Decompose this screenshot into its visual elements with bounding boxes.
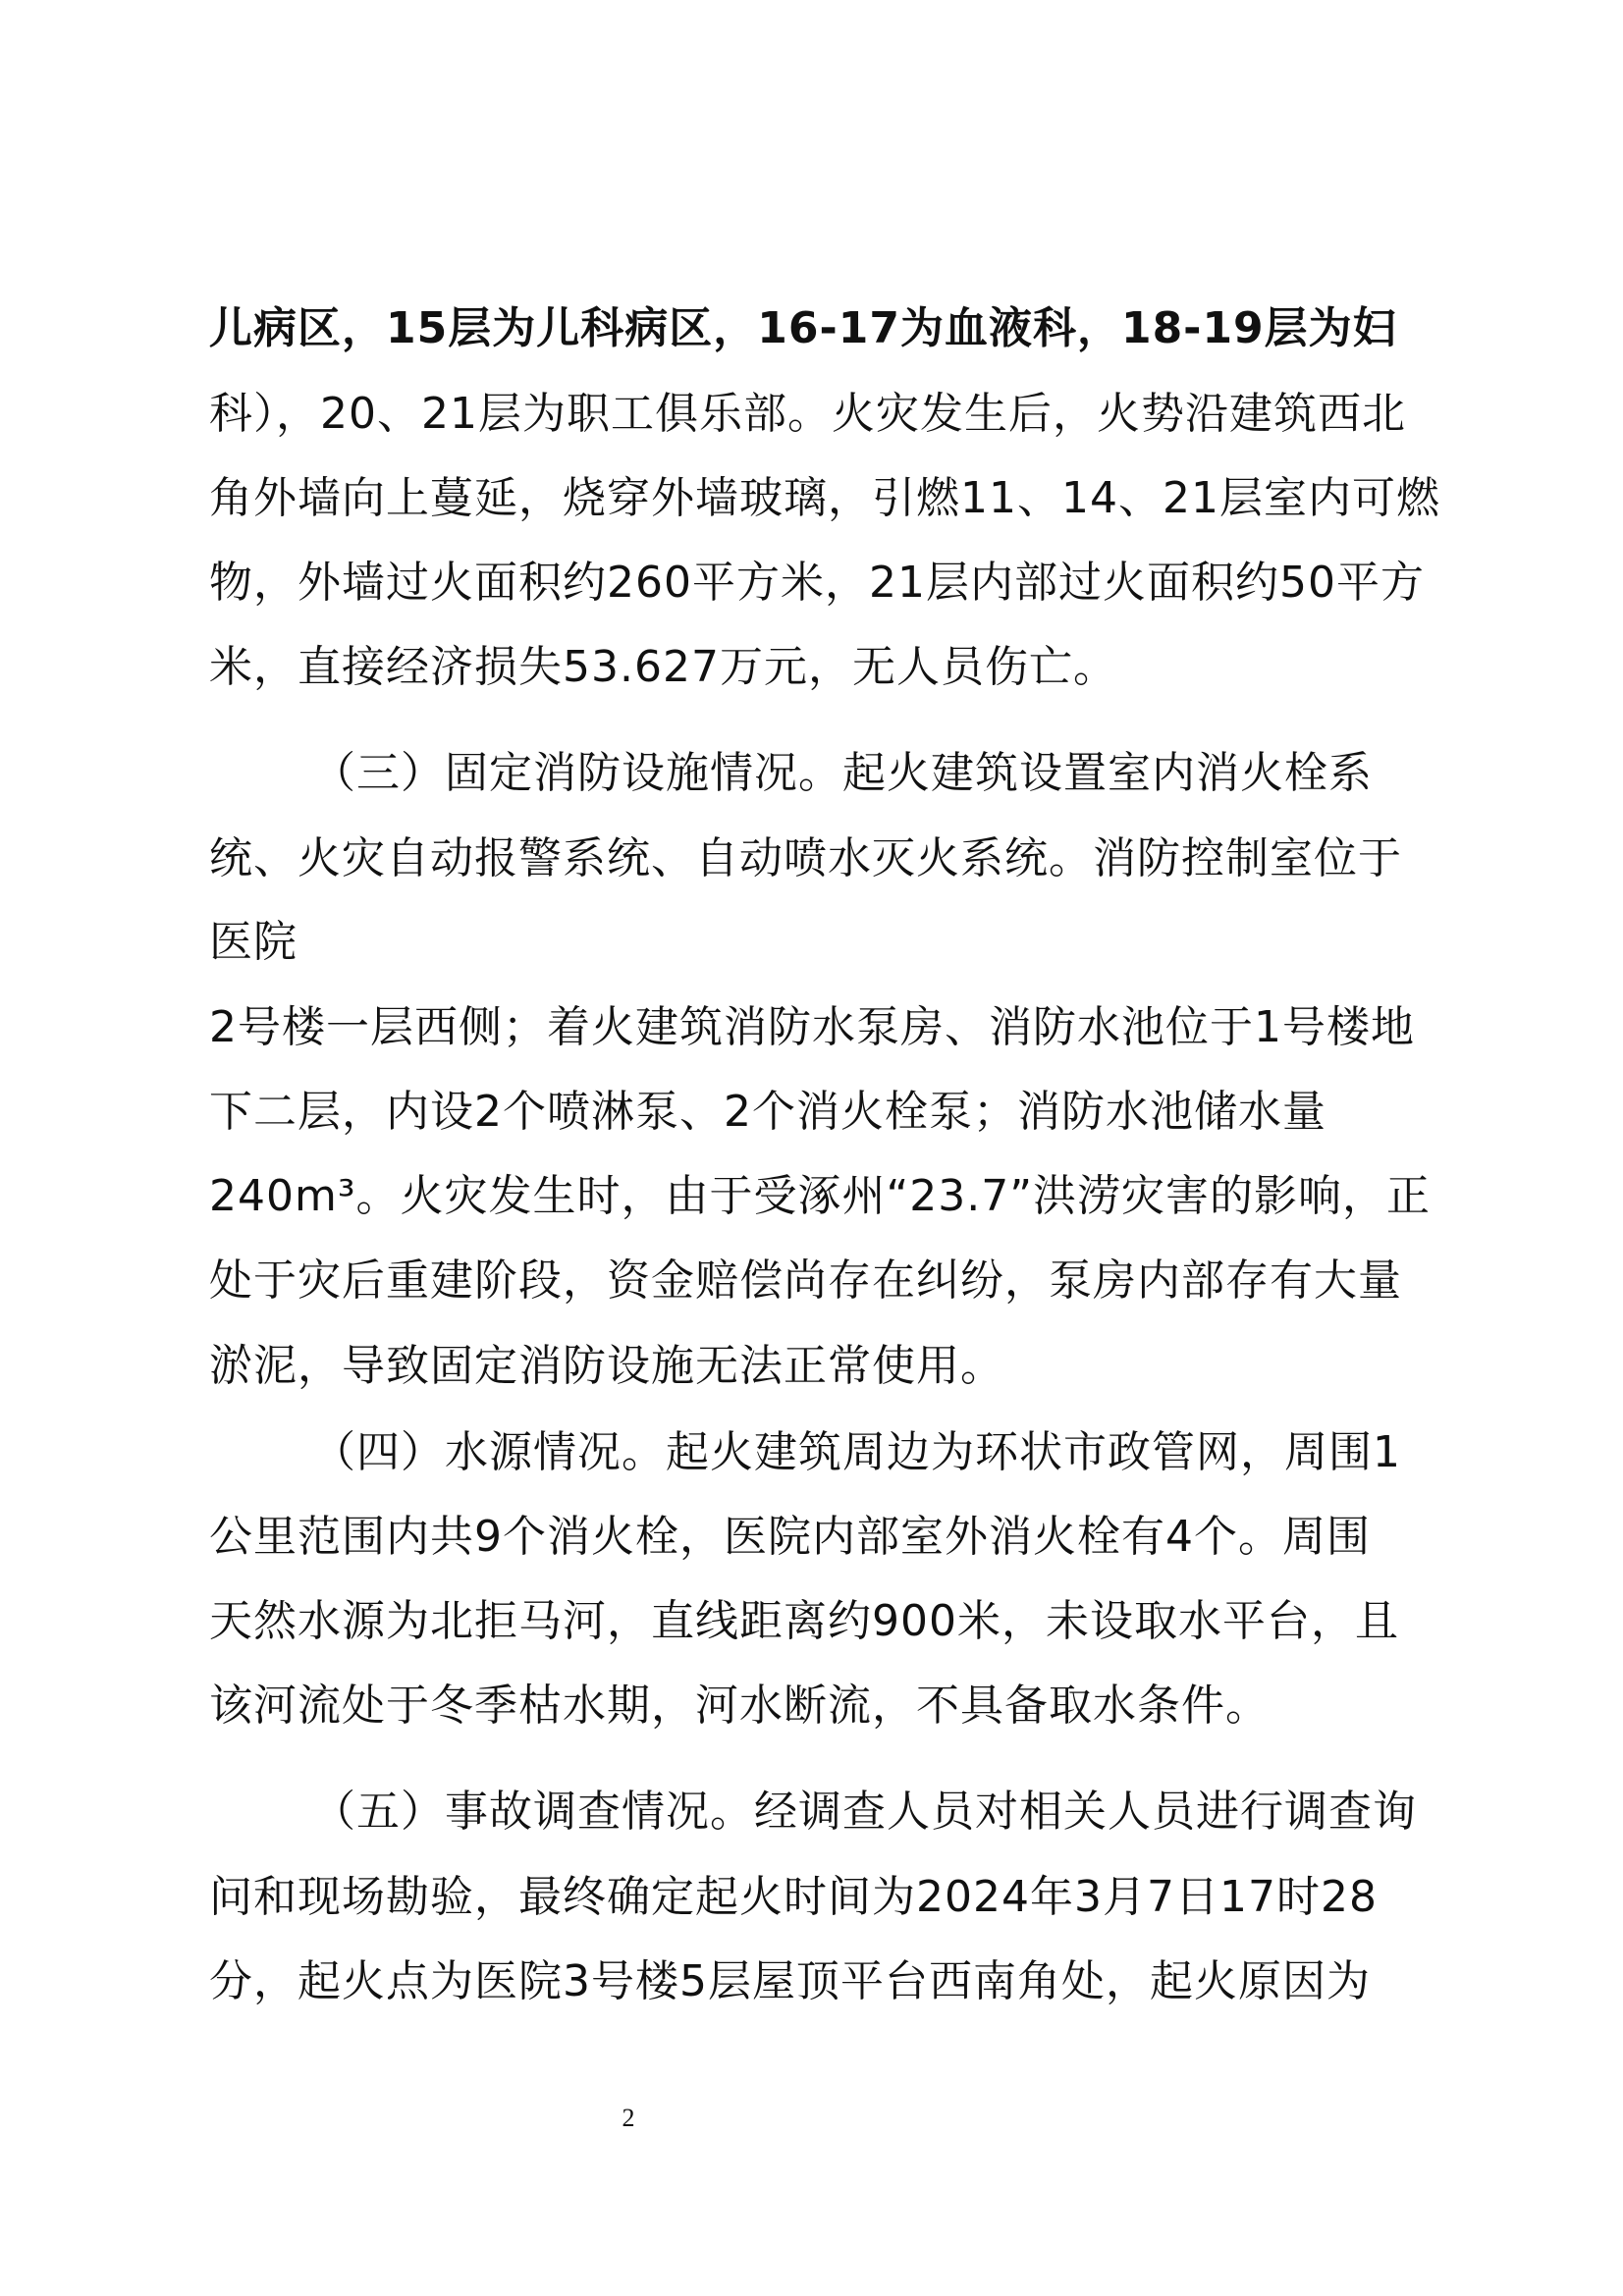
text-line-10: 下二层，内设2个喷淋泵、2个消火栓泵；消防水池储水量 — [209, 1087, 1326, 1137]
text-line-8: 医院 — [209, 917, 298, 967]
text-line-20: 分，起火点为医院3号楼5层屋顶平台西南角处，起火原因为 — [209, 1956, 1371, 2006]
section-5-heading-line: （五）事故调查情况。经调查人员对相关人员进行调查询 — [312, 1787, 1417, 1837]
text-line-19: 问和现场勘验，最终确定起火时间为2024年3月7日17时28 — [209, 1872, 1378, 1922]
text-line-7: 统、火灾自动报警系统、自动喷水灭火系统。消防控制室位于 — [209, 833, 1402, 883]
section-4-heading-line: （四）水源情况。起火建筑周边为环状市政管网，周围1 — [312, 1427, 1401, 1477]
text-line-16: 天然水源为北拒马河，直线距离约900米，未设取水平台，且 — [209, 1596, 1399, 1646]
page-number: 2 — [622, 2104, 635, 2132]
text-line-17: 该河流处于冬季枯水期，河水断流，不具备取水条件。 — [209, 1681, 1270, 1731]
section-3-heading-line: （三）固定消防设施情况。起火建筑设置室内消火栓系 — [312, 748, 1373, 798]
text-line-9: 2号楼一层西侧；着火建筑消防水泵房、消防水池位于1号楼地 — [209, 1002, 1415, 1052]
text-line-4: 物，外墙过火面积约260平方米，21层内部过火面积约50平方 — [209, 558, 1425, 608]
text-line-15: 公里范围内共9个消火栓，医院内部室外消火栓有4个。周围 — [209, 1512, 1371, 1562]
text-line-2: 科），20、21层为职工俱乐部。火灾发生后，火势沿建筑西北 — [209, 389, 1406, 439]
text-line-3: 角外墙向上蔓延，烧穿外墙玻璃，引燃11、14、21层室内可燃 — [209, 473, 1440, 523]
text-line-12: 处于灾后重建阶段，资金赔偿尚存在纠纷，泵房内部存有大量 — [209, 1255, 1402, 1306]
text-line-5: 米，直接经济损失53.627万元，无人员伤亡。 — [209, 642, 1117, 692]
text-line-1: 儿病区，15层为儿科病区，16-17为血液科，18-19层为妇 — [209, 303, 1397, 353]
text-line-11: 240m³。火灾发生时，由于受涿州“23.7”洪涝灾害的影响，正 — [209, 1171, 1432, 1221]
text-line-13: 淤泥，导致固定消防设施无法正常使用。 — [209, 1341, 1004, 1391]
